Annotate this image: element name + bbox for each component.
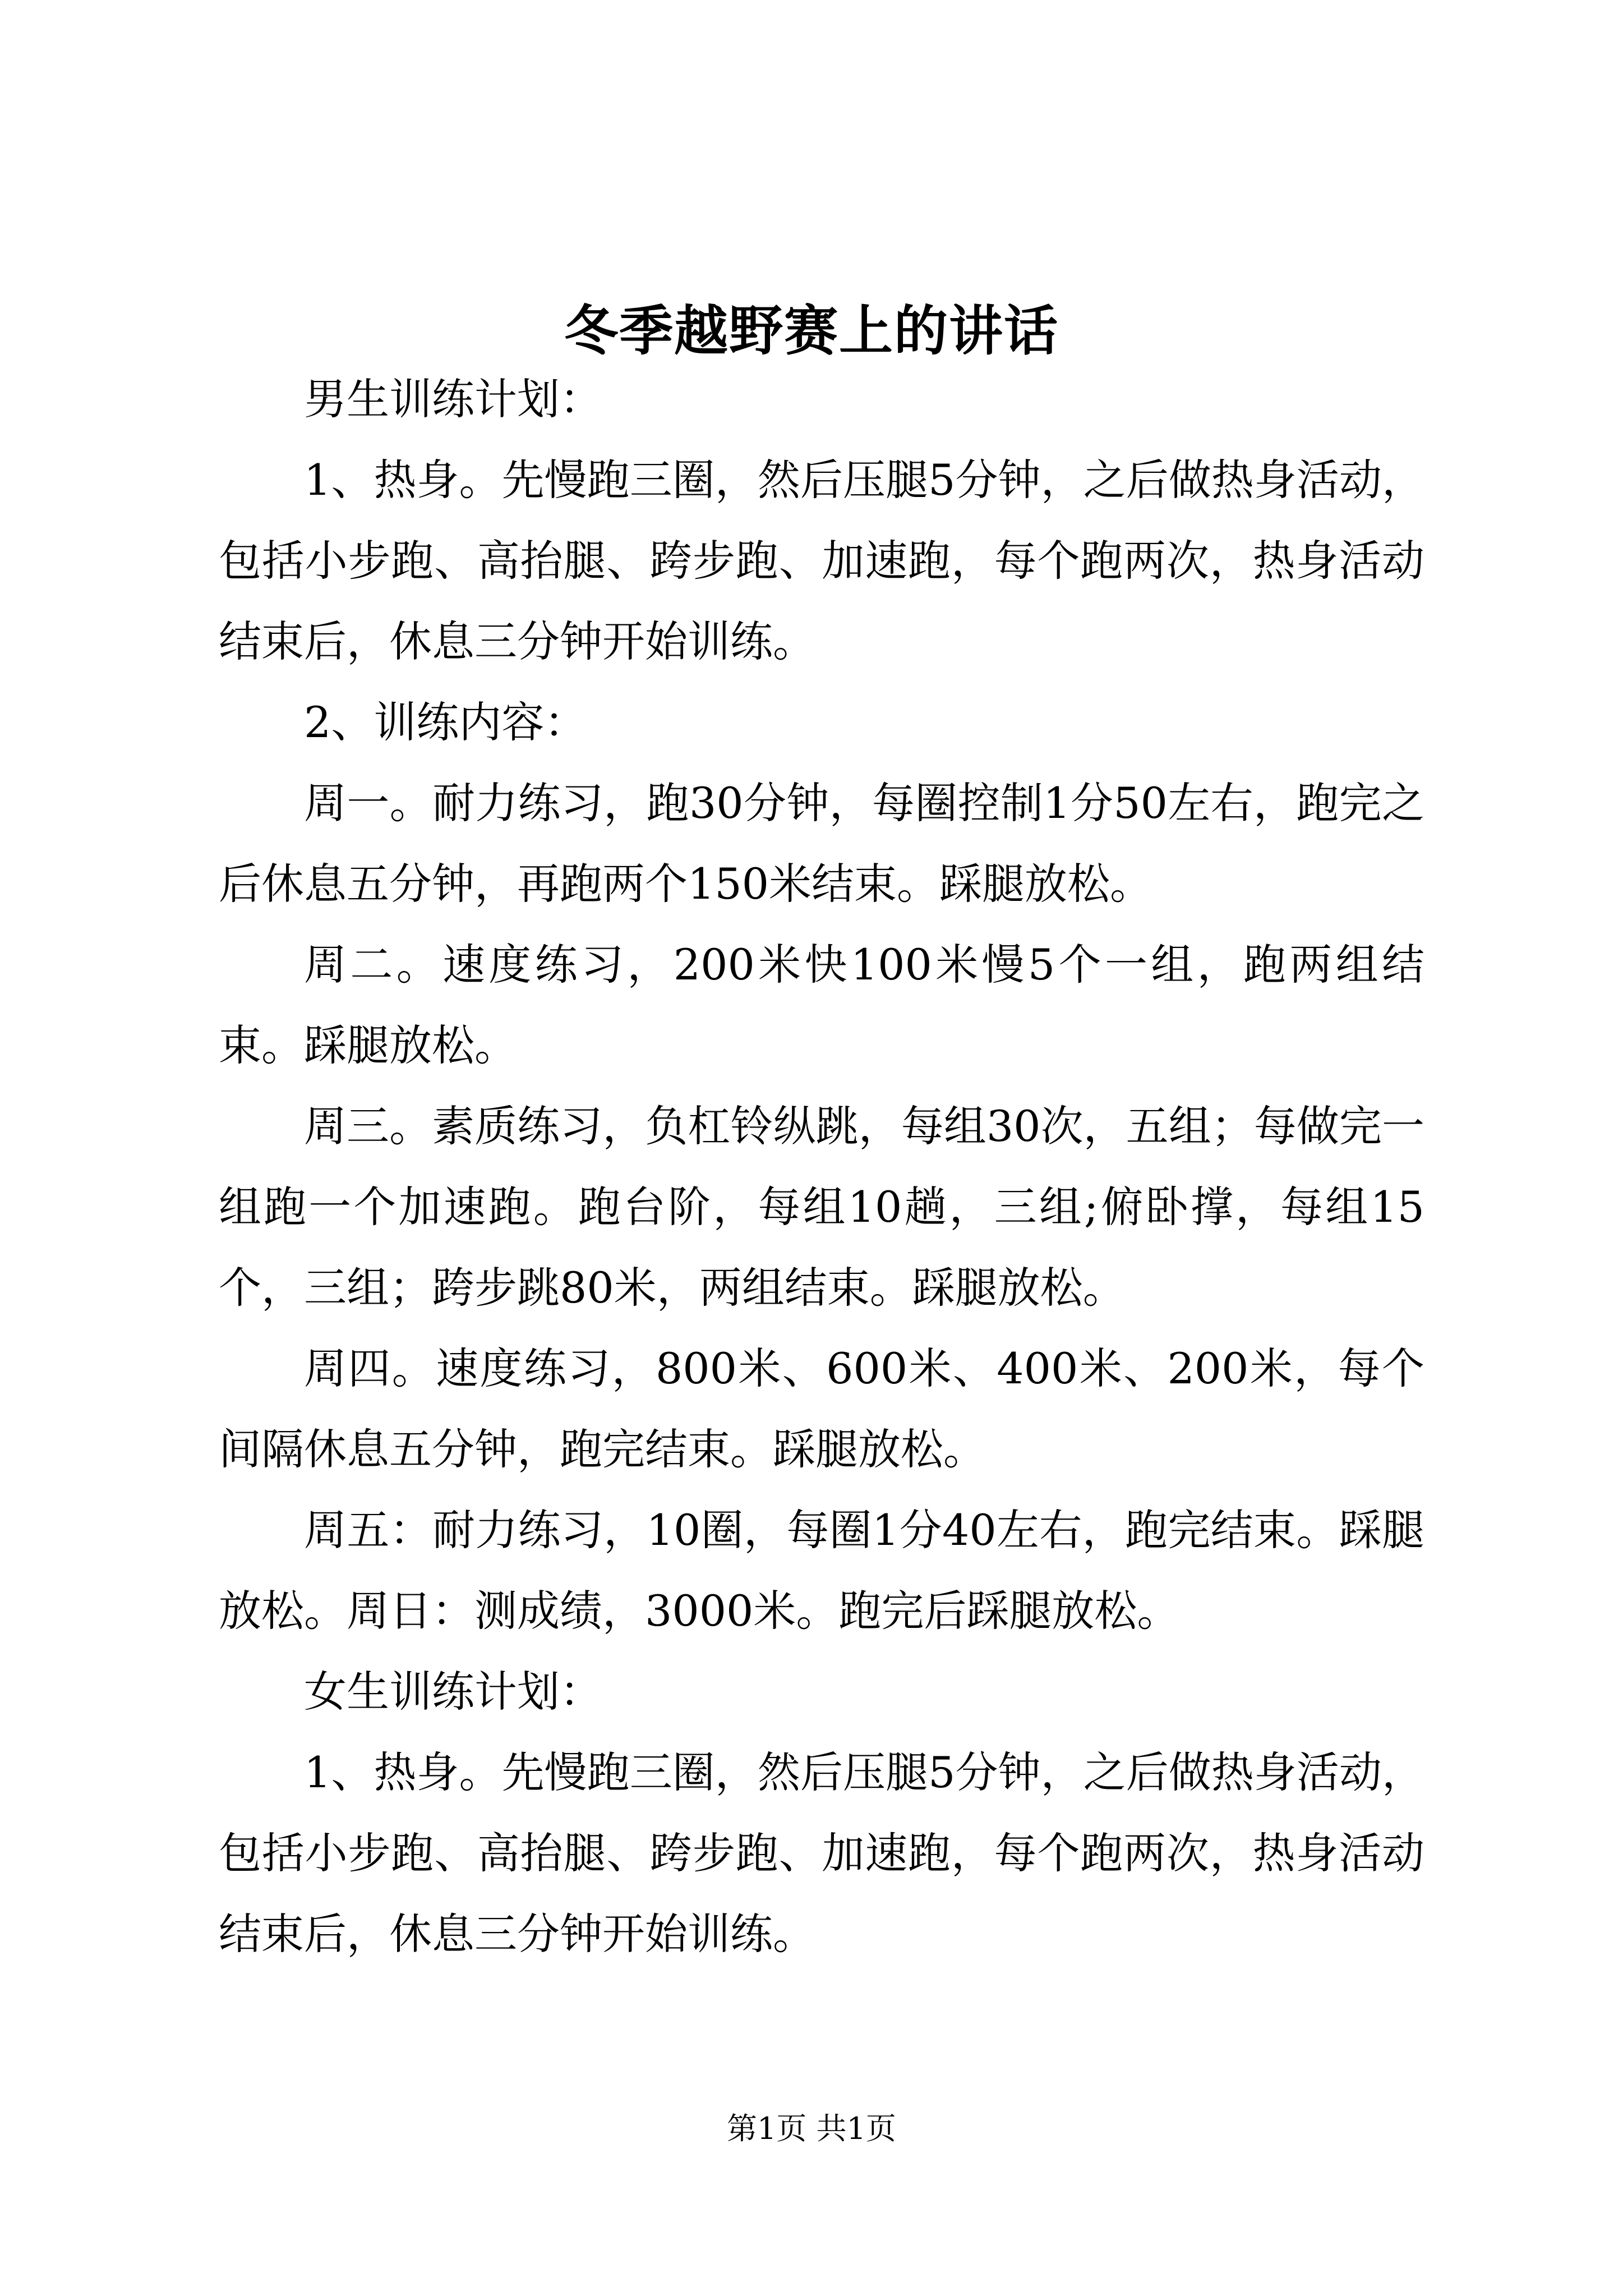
paragraph: 1、热身。先慢跑三圈，然后压腿5分钟，之后做热身活动，包括小步跑、高抬腿、跨步跑、加速跑，每个跑两次，热身活动结束后，休息三分钟开始训练。 xyxy=(219,1747,1424,1959)
paragraph: 女生训练计划： xyxy=(304,1667,602,1717)
paragraph: 周三。素质练习，负杠铃纵跳，每组30次，五组；每做完一组跑一个加速跑。跑台阶，每组10趟，三组;俯卧撑，每组15个，三组；跨步跳80米，两组结束。踩腿放松。 xyxy=(219,1101,1424,1313)
paragraph: 2、训练内容： xyxy=(304,697,587,747)
paragraph: 1、热身。先慢跑三圈，然后压腿5分钟，之后做热身活动，包括小步跑、高抬腿、跨步跑、加速跑，每个跑两次，热身活动结束后，休息三分钟开始训练。 xyxy=(219,455,1424,666)
page-footer: 第1页 共1页 xyxy=(727,2111,896,2146)
paragraph: 周五：耐力练习，10圈，每圈1分40左右，跑完结束。踩腿放松。周日：测成绩，3000米。跑完后踩腿放松。 xyxy=(219,1505,1424,1636)
paragraph: 周四。速度练习，800米、600米、400米、200米，每个间隔休息五分钟，跑完结束。踩腿放松。 xyxy=(219,1343,1424,1474)
document-body xyxy=(219,359,1424,1975)
paragraph: 男生训练计划： xyxy=(304,374,602,424)
paragraph: 周一。耐力练习，跑30分钟，每圈控制1分50左右，跑完之后休息五分钟，再跑两个150米结束。踩腿放松。 xyxy=(219,778,1424,909)
paragraph: 周二。速度练习，200米快100米慢5个一组，跑两组结束。踩腿放松。 xyxy=(219,940,1424,1070)
document-title: 冬季越野赛上的讲话 xyxy=(564,299,1059,362)
